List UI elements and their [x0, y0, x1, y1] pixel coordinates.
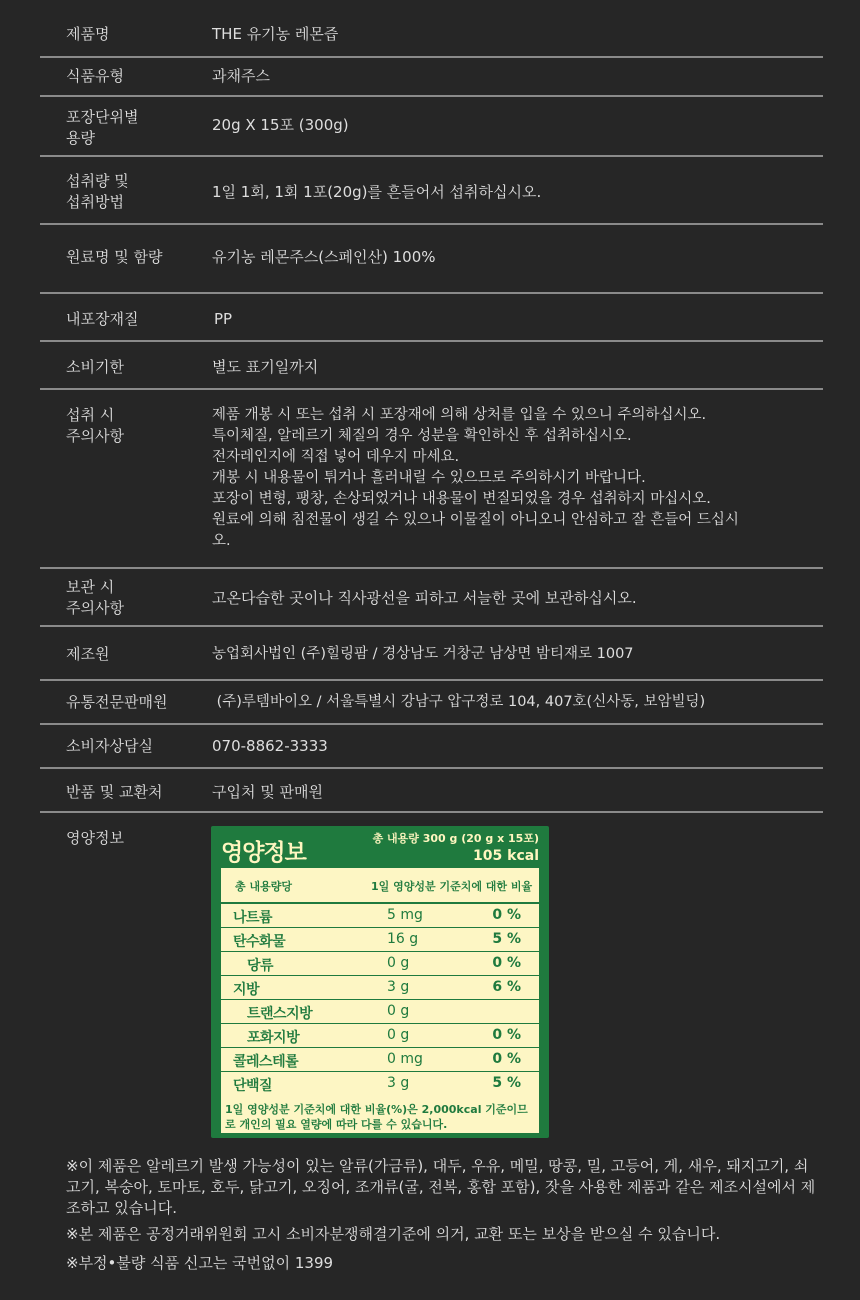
row-value: 구입처 및 판매원 — [212, 783, 323, 801]
nutrient-percent: 6 % — [492, 979, 521, 995]
row-value: 과채주스 — [212, 67, 270, 85]
nutrient-amount: 16 g — [387, 931, 419, 947]
row-value: 070-8862-3333 — [212, 737, 328, 755]
compensation-notice: ※본 제품은 공정거래위원회 고시 소비자분쟁해결기준에 의거, 교환 또는 보상을 받으실 수 있습니다. — [66, 1225, 721, 1243]
nutrient-row — [221, 1048, 539, 1072]
nutrient-amount: 3 g — [387, 979, 410, 995]
nutrient-name: 트랜스지방 — [247, 1006, 313, 1022]
row-divider — [40, 95, 823, 97]
nutrient-name: 탄수화물 — [233, 934, 286, 950]
row-value: 20g X 15포 (300g) — [212, 116, 349, 134]
row-label: 식품유형 — [66, 67, 124, 85]
row-value: 1일 1회, 1회 1포(20g)를 흔들어서 섭취하십시오. — [212, 183, 542, 201]
row-label: 소비기한 — [66, 358, 124, 376]
row-label: 섭취량 및 섭취방법 — [66, 172, 129, 211]
nutrition-facts-label — [211, 826, 549, 1138]
nutrient-row — [221, 952, 539, 976]
row-divider — [40, 340, 823, 342]
nutrient-percent: 0 % — [492, 1051, 521, 1067]
row-label: 유통전문판매원 — [66, 693, 168, 711]
nutrient-amount: 0 g — [387, 1027, 410, 1043]
nutrient-percent: 5 % — [492, 931, 521, 947]
nutrient-row — [221, 904, 539, 928]
row-label: 영양정보 — [66, 829, 124, 847]
row-divider — [40, 155, 823, 157]
nutrient-name: 지방 — [233, 982, 260, 998]
row-divider — [40, 567, 823, 569]
row-divider — [40, 388, 823, 390]
row-divider — [40, 625, 823, 627]
nutrient-row — [221, 976, 539, 1000]
nutrient-percent: 0 % — [492, 955, 521, 971]
nutrition-footnote — [221, 1101, 539, 1133]
row-value: 고온다습한 곳이나 직사광선을 피하고 서늘한 곳에 보관하십시오. — [212, 589, 637, 607]
row-divider — [40, 767, 823, 769]
row-value: 별도 표기일까지 — [212, 358, 319, 376]
nutrient-name: 콜레스테롤 — [233, 1054, 299, 1070]
row-label: 내포장재질 — [66, 310, 139, 328]
nutrition-total-volume: 총 내용량 300 g (20 g x 15포) — [372, 832, 539, 845]
row-divider — [40, 811, 823, 813]
nutrient-name: 나트륨 — [233, 910, 273, 926]
nutrition-header-right: 1일 영양성분 기준치에 대한 비율 — [371, 880, 533, 893]
nutrition-footnote-text: 1일 영양성분 기준치에 대한 비율(%)은 2,000kcal 기준이므로 개인의 필요 열량에 따라 다를 수 있습니다. — [225, 1103, 528, 1131]
row-divider — [40, 679, 823, 681]
nutrient-amount: 0 g — [387, 955, 410, 971]
nutrient-name: 당류 — [247, 958, 274, 974]
row-label: 제품명 — [66, 25, 110, 43]
nutrition-header-left: 총 내용량당 — [235, 880, 292, 893]
nutrient-name: 단백질 — [233, 1078, 273, 1094]
row-label: 원료명 및 함량 — [66, 248, 163, 266]
row-label: 보관 시 주의사항 — [66, 578, 124, 617]
row-label: 소비자상담실 — [66, 737, 153, 755]
nutrient-name: 포화지방 — [247, 1030, 300, 1046]
nutrition-title: 영양정보 — [221, 840, 306, 866]
nutrient-row — [221, 1072, 539, 1095]
nutrition-table — [221, 868, 539, 1101]
nutrient-row — [221, 1024, 539, 1048]
row-label: 반품 및 교환처 — [66, 783, 163, 801]
row-value: (주)루템바이오 / 서울특별시 강남구 압구정로 104, 407호(신사동, 보암빌딩) — [212, 694, 706, 710]
row-divider — [40, 56, 823, 58]
row-value: 농업회사법인 (주)힐링팜 / 경상남도 거창군 남상면 밤티재로 1007 — [212, 646, 634, 662]
nutrition-header — [221, 868, 539, 904]
row-divider — [40, 223, 823, 225]
report-notice: ※부정•불량 식품 신고는 국번없이 1399 — [66, 1254, 334, 1272]
nutrient-percent: 0 % — [492, 907, 521, 923]
row-value: THE 유기농 레몬즙 — [212, 25, 339, 43]
row-label: 섭취 시 주의사항 — [66, 406, 124, 445]
allergy-notice: ※이 제품은 알레르기 발생 가능성이 있는 알류(가금류), 대두, 우유, 메밀, 땅콩, 밀, 고등어, 게, 새우, 돼지고기, 쇠고기, 복숭아, 토마토, 호두, 닭고기, 오징어, 조개류(굴, 전복, 홍합 포함), 잣을 사용한 제품과 같은 제조시설에서 제조하고 있습니다. — [66, 1157, 816, 1217]
nutrient-percent: 5 % — [492, 1075, 521, 1091]
row-label: 포장단위별 용량 — [66, 108, 139, 147]
row-label: 제조원 — [66, 645, 110, 663]
nutrition-kcal: 105 kcal — [473, 848, 539, 864]
nutrient-amount: 0 mg — [387, 1051, 423, 1067]
row-value: 제품 개봉 시 또는 섭취 시 포장재에 의해 상처를 입을 수 있으니 주의하십시오. 특이체질, 알레르기 체질의 경우 성분을 확인하신 후 섭취하십시오. 전자레인지에 직접 넣어 데우지 마세요. 개봉 시 내용물이 튀거나 흘러내릴 수 있으므로 주의하시기 바랍니다. 포장이 변형, 팽창, 손상되었거나 내용물이 변질되었을 경우 섭취하지 마십시오. 원료에 의해 침전물이 생길 수 있으나 이물질이 아니오니 안심하고 잘 흔들어 드십시 오. — [212, 407, 739, 549]
row-value: PP — [214, 310, 233, 328]
row-value: 유기농 레몬주스(스페인산) 100% — [212, 248, 436, 266]
nutrient-row — [221, 928, 539, 952]
nutrient-amount: 5 mg — [387, 907, 423, 923]
row-divider — [40, 292, 823, 294]
row-divider — [40, 723, 823, 725]
nutrient-amount: 3 g — [387, 1075, 410, 1091]
nutrient-row — [221, 1000, 539, 1024]
nutrient-amount: 0 g — [387, 1003, 410, 1019]
nutrient-percent: 0 % — [492, 1027, 521, 1043]
